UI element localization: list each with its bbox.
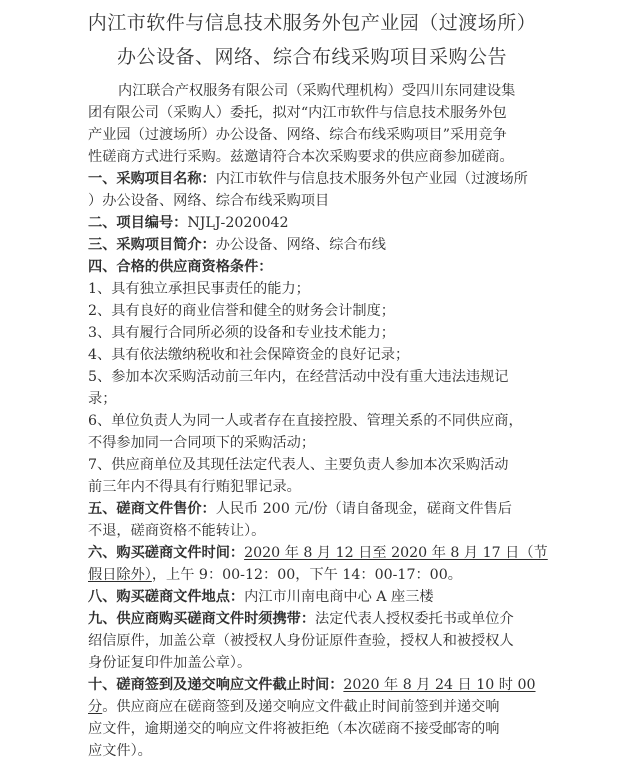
qualification-item: 4、具有依法缴纳税收和社会保障资金的良好记录； [88, 347, 410, 363]
section-value: NJLJ-2020042 [187, 215, 289, 231]
section-label: 六、购买磋商文件时间： [88, 545, 245, 561]
section-label: 一、采购项目名称： [88, 171, 216, 187]
intro-line-4: 性磋商方式进行采购。兹邀请符合本次采购要求的供应商参加磋商。 [88, 149, 514, 165]
qualification-item-cont: 录； [88, 391, 117, 407]
section-value: ，上午 9：00-12：00，下午 14：00-17：00。 [151, 567, 462, 583]
section-label: 三、采购项目简介： [88, 237, 216, 253]
section-document-price [88, 500, 512, 518]
section-label: 十、磋商签到及递交响应文件截止时间： [88, 677, 344, 693]
section-deadline-cont: 应文件）。 [88, 743, 152, 759]
section-value: 内江市川南电商中心 A 座三楼 [244, 589, 434, 605]
section-required-documents [88, 610, 514, 628]
section-label: 五、磋商文件售价： [88, 501, 216, 517]
section-deadline-cont [88, 698, 499, 716]
section-purchase-time [88, 544, 548, 562]
section-required-documents-cont: 身份证复印件加盖公章）。 [88, 655, 252, 671]
section-value: 人民币 200 元/份（请自备现金，磋商文件售后 [215, 501, 512, 517]
document-title-line1: 内江市软件与信息技术服务外包产业园（过渡场所） [87, 12, 537, 34]
qualification-item: 3、具有履行合同所必须的设备和专业技术能力； [88, 325, 395, 341]
section-value: 。供应商应在磋商签到及递交响应文件截止时间前签到并递交响 [102, 699, 500, 715]
section-value: 办公设备、网络、综合布线 [215, 237, 386, 253]
qualification-item: 7、供应商单位及其现任法定代表人、主要负责人参加本次采购活动 [88, 457, 509, 473]
section-deadline-cont: 应文件，逾期递交的响应文件将被拒绝（本次磋商不接受邮寄的响 [88, 721, 500, 737]
section-required-documents-cont: 绍信原件，加盖公章（被授权人身份证原件查验，授权人和被授权人 [88, 633, 514, 649]
qualification-item: 6、单位负责人为同一人或者存在直接控股、管理关系的不同供应商， [88, 413, 523, 429]
section-value: 内江市软件与信息技术服务外包产业园（过渡场所 [215, 171, 528, 187]
section-value: 2020 年 8 月 24 日 10 时 00 [343, 677, 536, 693]
intro-line-3: 产业园（过渡场所）办公设备、网络、综合布线采购项目”采用竞争 [88, 127, 507, 143]
qualification-item-cont: 前三年内不得具有行贿犯罪记录。 [88, 479, 301, 495]
section-project-number [88, 214, 289, 232]
section-value: 法定代表人授权委托书或单位介 [315, 611, 514, 627]
underlined-text: 假日除外） [88, 567, 152, 583]
section-deadline [88, 676, 536, 694]
intro-line-1: 内江联合产权服务有限公司（采购代理机构）受四川东同建设集 [118, 83, 516, 99]
section-project-name [88, 170, 528, 188]
section-label: 九、供应商购买磋商文件时须携带： [88, 611, 316, 627]
intro-line-2: 团有限公司（采购人）委托，拟对“内江市软件与信息技术服务外包 [88, 105, 507, 121]
section-qualifications-heading: 四、合格的供应商资格条件： [88, 259, 273, 275]
section-project-name-cont: ）办公设备、网络、综合布线采购项目 [88, 193, 330, 209]
section-value: 2020 年 8 月 12 日至 2020 年 8 月 17 日（节 [244, 545, 548, 561]
qualification-item: 1、具有独立承担民事责任的能力； [88, 281, 310, 297]
underlined-text: 分 [88, 699, 103, 715]
section-document-price-cont: 不退，磋商资格不能转让）。 [88, 523, 266, 539]
section-purchase-location [88, 588, 434, 606]
section-label: 二、项目编号： [88, 215, 188, 231]
section-label: 八、购买磋商文件地点： [88, 589, 245, 605]
section-project-summary [88, 236, 386, 254]
section-purchase-time-cont [88, 566, 462, 584]
qualification-item-cont: 不得参加同一合同项下的采购活动； [88, 435, 316, 451]
document-title-line2: 办公设备、网络、综合布线采购项目采购公告 [116, 46, 507, 68]
qualification-item: 2、具有良好的商业信誉和健全的财务会计制度； [88, 303, 395, 319]
qualification-item: 5、参加本次采购活动前三年内，在经营活动中没有重大违法违规记 [88, 369, 509, 385]
